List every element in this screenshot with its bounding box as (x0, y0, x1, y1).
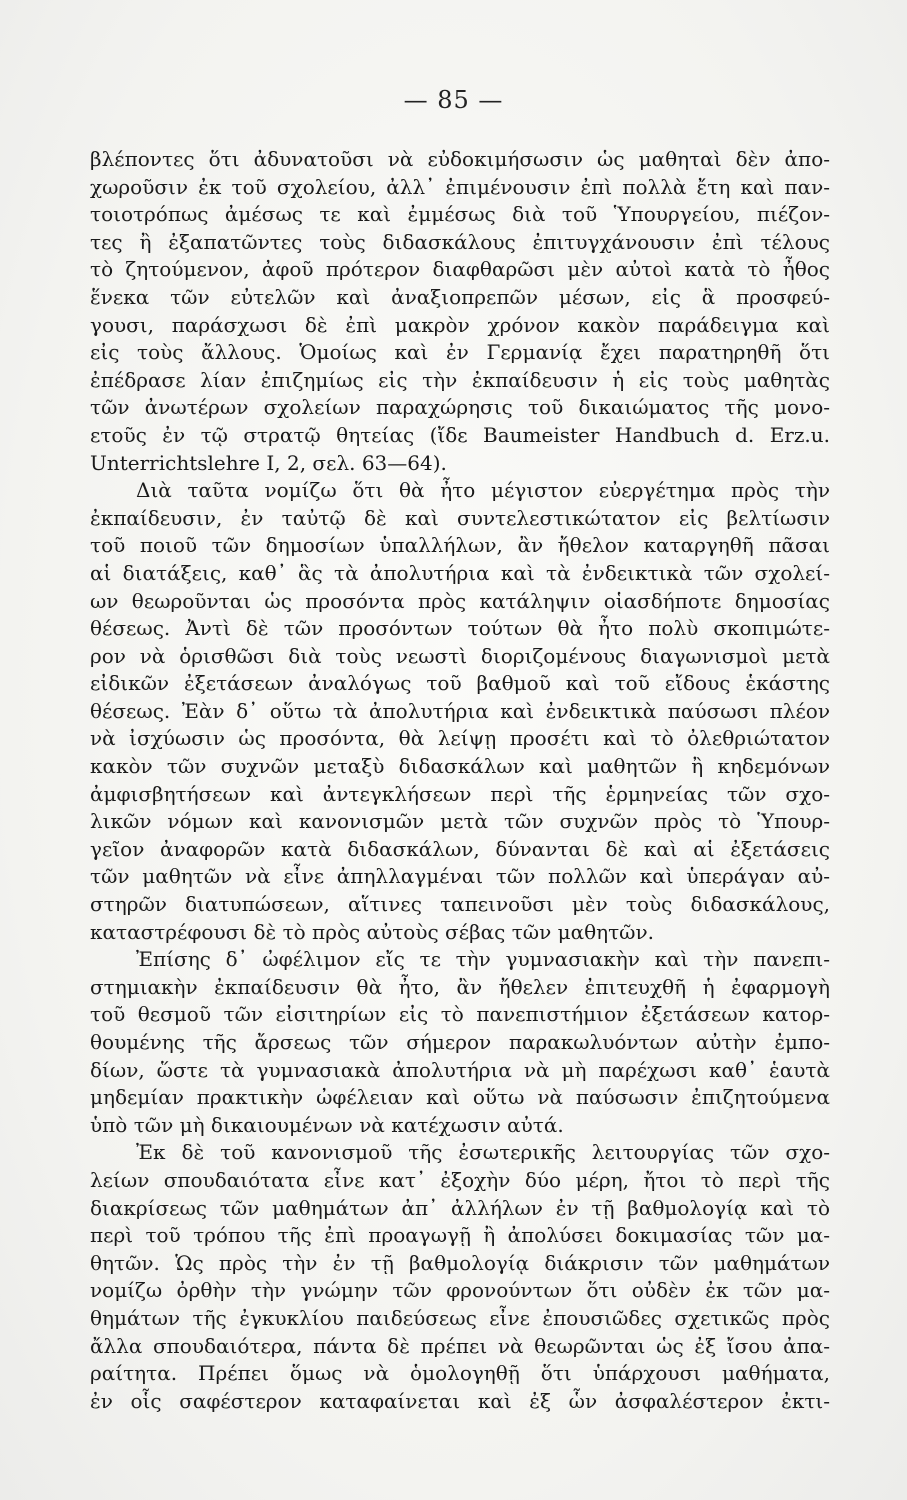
text-line: ετοῦς ἐν τῷ στρατῷ θητείας (ἴδε Baumeister Handbuch d. Erz.u. (90, 422, 830, 447)
text-line: ἐκπαίδευσιν, ἐν ταὐτῷ δὲ καὶ συντελεστικώτατον εἰς βελτίωσιν (90, 505, 830, 530)
text-line: τὸ ζητούμενον, ἀφοῦ πρότερον διαφθαρῶσι μὲν αὐτοὶ κατὰ τὸ ἦθος (90, 257, 830, 282)
text-line: ἀμφισβητήσεων καὶ ἀντεγκλήσεων περὶ τῆς ἑρμηνείας τῶν σχο- (90, 781, 830, 806)
text-line: βλέποντες ὅτι ἀδυνατοῦσι νὰ εὐδοκιμήσωσιν ὡς μαθηταὶ δὲν ἀπο- (90, 147, 830, 171)
text-line: θητῶν. Ὡς πρὸς τὴν ἐν τῇ βαθμολογίᾳ διάκρισιν τῶν μαθημάτων (90, 1250, 830, 1275)
paragraph (90, 146, 830, 477)
text-line: τῶν ἀνωτέρων σχολείων παραχώρησις τοῦ δικαιώματος τῆς μονο- (90, 395, 830, 420)
text-line: χωροῦσιν ἐκ τοῦ σχολείου, ἀλλ᾽ ἐπιμένουσιν ἐπὶ πολλὰ ἔτη καὶ παν- (90, 174, 830, 199)
paragraph (90, 946, 830, 1139)
text-line: θημάτων τῆς ἐγκυκλίου παιδεύσεως εἶνε ἐπουσιῶδες σχετικῶς πρὸς (90, 1305, 830, 1330)
text-line: ων θεωροῦνται ὡς προσόντα πρὸς κατάληψιν οἱασδήποτε δημοσίας (90, 588, 830, 613)
body-text (90, 146, 830, 1415)
text-line: ἕνεκα τῶν εὐτελῶν καὶ ἀναξιοπρεπῶν μέσων, εἰς ἃ προσφεύ- (90, 284, 830, 309)
text-line: κακὸν τῶν συχνῶν μεταξὺ διδασκάλων καὶ μαθητῶν ἢ κηδεμόνων (90, 754, 830, 779)
text-line: διακρίσεως τῶν μαθημάτων ἀπ᾽ ἀλλήλων ἐν τῇ βαθμολογίᾳ καὶ τὸ (90, 1195, 830, 1220)
text-line: θέσεως. Ἀντὶ δὲ τῶν προσόντων τούτων θὰ ἦτο πολὺ σκοπιμώτε- (90, 616, 830, 641)
text-line: εἰς τοὺς ἄλλους. Ὁμοίως καὶ ἐν Γερμανίᾳ ἔχει παρατηρηθῆ ὅτι (90, 340, 830, 365)
text-line: νομίζω ὀρθὴν τὴν γνώμην τῶν φρονούντων ὅτι οὐδὲν ἐκ τῶν μα- (90, 1278, 830, 1303)
text-line: Διὰ ταῦτα νομίζω ὅτι θὰ ἦτο μέγιστον εὐεργέτημα πρὸς τὴν (136, 478, 830, 503)
text-line: ἐπέδρασε λίαν ἐπιζημίως εἰς τὴν ἐκπαίδευσιν ἡ εἰς τοὺς μαθητὰς (90, 367, 830, 392)
text-line: λείων σπουδαιότατα εἶνε κατ᾽ ἐξοχὴν δύο μέρη, ἤτοι τὸ περὶ τῆς (90, 1167, 830, 1192)
text-line: τοιοτρόπως ἀμέσως τε καὶ ἐμμέσως διὰ τοῦ Ὑπουργείου, πιέζον- (90, 202, 830, 227)
text-line: ρον νὰ ὁρισθῶσι διὰ τοὺς νεωστὶ διοριζομένους διαγωνισμοὶ μετὰ (90, 643, 830, 668)
text-line: τες ἢ ἐξαπατῶντες τοὺς διδασκάλους ἐπιτυγχάνουσιν ἐπὶ τέλους (90, 229, 830, 254)
text-line: θουμένης τῆς ἄρσεως τῶν σήμερον παρακωλυόντων αὐτὴν ἐμπο- (90, 1030, 830, 1054)
text-line: τοῦ θεσμοῦ τῶν εἰσιτηρίων εἰς τὸ πανεπιστήμιον ἐξετάσεων κατορ- (90, 1002, 830, 1027)
text-line: λικῶν νόμων καὶ κανονισμῶν μετὰ τῶν συχνῶν πρὸς τὸ Ὑπουρ- (90, 809, 830, 834)
text-line: στημιακὴν ἐκπαίδευσιν θὰ ἦτο, ἂν ἤθελεν ἐπιτευχθῆ ἡ ἐφαρμογὴ (90, 974, 830, 999)
text-line: στηρῶν διατυπώσεων, αἵτινες ταπεινοῦσι μὲν τοὺς διδασκάλους, (90, 892, 830, 917)
text-line: περὶ τοῦ τρόπου τῆς ἐπὶ προαγωγῇ ἢ ἀπολύσει δοκιμασίας τῶν μα- (90, 1223, 830, 1248)
text-line: ραίτητα. Πρέπει ὅμως νὰ ὁμολογηθῇ ὅτι ὑπάρχουσι μαθήματα, (90, 1361, 830, 1386)
text-line: μηδεμίαν πρακτικὴν ὠφέλειαν καὶ οὕτω νὰ παύσωσιν ἐπιζητούμενα (90, 1085, 830, 1110)
text-line: γεῖον ἀναφορῶν κατὰ διδασκάλων, δύνανται δὲ καὶ αἱ ἐξετάσεις (90, 836, 830, 861)
text-line: νὰ ἰσχύωσιν ὡς προσόντα, θὰ λείψῃ προσέτι καὶ τὸ ὀλεθριώτατον (90, 726, 830, 751)
text-line: Unterrichtslehre I, 2, σελ. 63—64). (90, 450, 447, 475)
text-line: αἱ διατάξεις, καθ᾽ ἃς τὰ ἀπολυτήρια καὶ τὰ ἐνδεικτικὰ τῶν σχολεί- (90, 560, 830, 585)
text-line: ἄλλα σπουδαιότερα, πάντα δὲ πρέπει νὰ θεωρῶνται ὡς ἐξ ἴσου ἀπα- (90, 1333, 830, 1358)
text-line: ἐν οἷς σαφέστερον καταφαίνεται καὶ ἐξ ὧν ἀσφαλέστερον ἐκτι- (90, 1388, 830, 1413)
page-number: — 85 — (403, 86, 504, 114)
text-line: τοῦ ποιοῦ τῶν δημοσίων ὑπαλλήλων, ἂν ἤθελον καταργηθῆ πᾶσαι (90, 533, 830, 558)
paragraph (90, 477, 830, 946)
paragraph (90, 1139, 830, 1415)
text-line: εἰδικῶν ἐξετάσεων ἀναλόγως τοῦ βαθμοῦ καὶ τοῦ εἴδους ἑκάστης (90, 671, 830, 696)
text-line: τῶν μαθητῶν νὰ εἶνε ἀπηλλαγμέναι τῶν πολλῶν καὶ ὑπεράγαν αὐ- (90, 864, 830, 889)
text-line: Ἐπίσης δ᾽ ὠφέλιμον εἴς τε τὴν γυμνασιακὴν καὶ τὴν πανεπι- (136, 947, 830, 972)
text-line: θέσεως. Ἐὰν δ᾽ οὕτω τὰ ἀπολυτήρια καὶ ἐνδεικτικὰ παύσωσι πλέον (90, 698, 830, 723)
text-line: γουσι, παράσχωσι δὲ ἐπὶ μακρὸν χρόνον κακὸν παράδειγμα καὶ (90, 312, 830, 337)
text-line: δίων, ὥστε τὰ γυμνασιακὰ ἀπολυτήρια νὰ μὴ παρέχωσι καθ᾽ ἑαυτὰ (90, 1057, 830, 1082)
text-line: ὑπὸ τῶν μὴ δικαιουμένων νὰ κατέχωσιν αὐτά. (90, 1112, 564, 1137)
text-line: καταστρέφουσι δὲ τὸ πρὸς αὐτοὺς σέβας τῶν μαθητῶν. (90, 919, 654, 944)
text-line: Ἐκ δὲ τοῦ κανονισμοῦ τῆς ἐσωτερικῆς λειτουργίας τῶν σχο- (136, 1140, 830, 1165)
